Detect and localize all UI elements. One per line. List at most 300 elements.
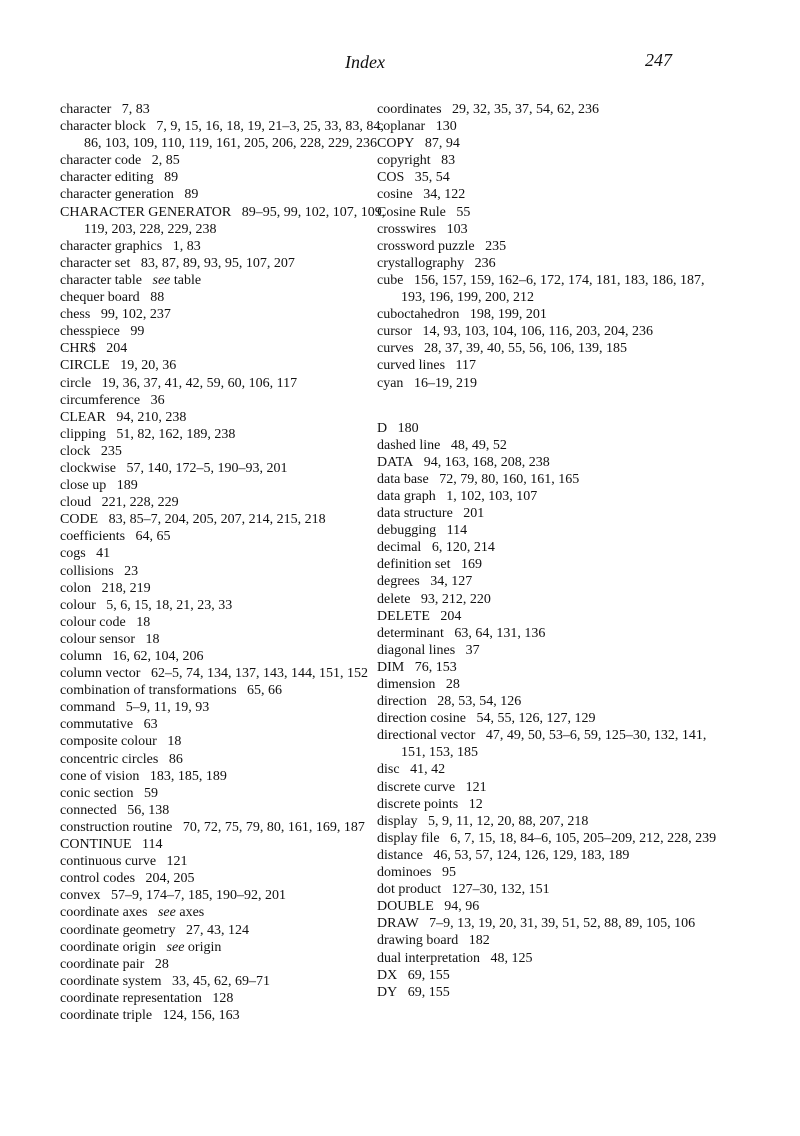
index-term: CIRCLE [60,358,110,374]
index-entry [60,169,400,186]
index-term: delete [377,591,411,607]
page-references: origin [187,939,222,955]
index-group-c [377,101,717,392]
page-references: 221, 228, 229 [101,495,179,511]
index-entry [60,426,400,443]
page-references: 189 [116,478,138,494]
index-entry [377,539,717,556]
page-references: 57, 140, 172–5, 190–93, 201 [126,460,288,476]
index-entry [377,881,717,898]
page-references: 7–9, 13, 19, 20, 31, 39, 51, 52, 88, 89, 105, 106 [429,916,696,932]
index-entry [377,357,717,374]
index-term: chess [60,307,91,323]
index-term: determinant [377,625,444,641]
index-term: character graphics [60,238,163,254]
index-entry [60,357,400,374]
page-references: 46, 53, 57, 124, 126, 129, 183, 189 [433,847,630,863]
page-references: 64, 65 [135,529,171,545]
index-entry [60,939,400,956]
page-references: 35, 54 [414,170,450,186]
index-term: cogs [60,546,86,562]
index-entry [60,699,400,716]
index-entry [60,580,400,597]
index-term: colour sensor [60,631,136,647]
page-references: 89–95, 99, 102, 107, 109, 119, 203, 228, 229, 238 [84,204,386,237]
page-references: 6, 120, 214 [431,540,495,556]
page-references: 41, 42 [410,762,446,778]
see-reference: see [166,939,185,955]
index-entry [60,494,400,511]
index-entry [377,830,717,847]
page-references: 47, 49, 50, 53–6, 59, 125–30, 132, 141, 151, 153, 185 [401,728,707,761]
page-references: 57–9, 174–7, 185, 190–92, 201 [110,888,286,904]
page-references: 28, 53, 54, 126 [437,694,522,710]
index-entry [377,659,717,676]
page-references: 62–5, 74, 134, 137, 143, 144, 151, 152 [150,666,368,682]
index-term: colon [60,580,92,596]
page-references: 5, 9, 11, 12, 20, 88, 207, 218 [427,813,589,829]
page-references: 117 [455,358,477,374]
page-references: 103 [446,221,468,237]
page-references: 114 [142,837,163,853]
page-references: 1, 83 [172,238,201,254]
page-references: 69, 155 [407,967,450,983]
index-term: dot product [377,882,442,898]
page-references: 93, 212, 220 [420,591,491,607]
index-term: direction [377,694,427,710]
index-entry [377,710,717,727]
page-references: 37 [465,642,480,658]
index-term: coefficients [60,529,126,545]
page-references: 114 [446,523,468,539]
page-references: 34, 127 [430,574,473,590]
index-term: CONTINUE [60,837,132,853]
index-entry [377,420,717,437]
page-references: 121 [166,854,188,870]
page-references: 183, 185, 189 [149,768,227,784]
index-term: clock [60,443,91,459]
index-entry [377,779,717,796]
index-entry [60,956,400,973]
left-index-column [60,101,400,1024]
index-entry [377,152,717,169]
page-references: 33, 45, 62, 69–71 [171,973,270,989]
index-entry [60,887,400,904]
index-entry [377,272,717,306]
letter-group-gap [377,392,717,420]
index-term: cosine [377,187,413,203]
page-references: 55 [456,204,471,220]
index-term: dashed line [377,437,441,453]
index-entry [377,323,717,340]
index-entry [60,460,400,477]
index-term: Cosine Rule [377,204,446,220]
index-term: cube [377,272,404,288]
page-references: 36 [150,392,165,408]
index-term: character [60,102,112,117]
index-term: DELETE [377,608,430,624]
index-term: circumference [60,392,141,408]
page-references: 124, 156, 163 [162,1007,240,1023]
page-references: 198, 199, 201 [469,307,547,323]
index-term: chequer board [60,290,140,306]
index-entry [60,1007,400,1024]
index-entry [60,853,400,870]
index-term: collisions [60,563,114,579]
index-term: colour code [60,614,126,630]
index-term: display [377,813,418,829]
page-references: 16–19, 219 [413,375,477,391]
index-entry [60,665,400,682]
index-entry [60,836,400,853]
index-term: commutative [60,717,134,733]
index-entry [377,135,717,152]
index-term: DOUBLE [377,899,434,915]
page-references: 5, 6, 15, 18, 21, 23, 33 [106,597,233,613]
index-term: character block [60,119,146,135]
index-term: chesspiece [60,324,120,340]
index-group-d [377,420,717,1001]
index-entry [377,591,717,608]
page-references: 121 [465,779,487,795]
index-term: colour [60,597,96,613]
index-entry [377,796,717,813]
index-entry [377,169,717,186]
index-term: column [60,649,102,664]
page-references: 204 [440,608,462,624]
page-references: 83, 85–7, 204, 205, 207, 214, 215, 218 [108,512,326,528]
page-references: 127–30, 132, 151 [451,882,550,898]
page-references: 5–9, 11, 19, 93 [125,700,210,716]
index-term: coordinate geometry [60,922,176,938]
index-term: composite colour [60,734,157,750]
page-references: 27, 43, 124 [185,922,249,938]
page-references: 48, 49, 52 [450,437,507,453]
index-term: construction routine [60,819,173,835]
index-entry [60,733,400,750]
index-entry [60,922,400,939]
index-entry [60,392,400,409]
index-entry [60,186,400,203]
index-entry [60,409,400,426]
index-term: DY [377,984,398,1000]
page-references: 19, 20, 36 [120,358,177,374]
index-term: degrees [377,574,420,590]
running-head-title: Index [345,52,385,72]
index-entry [60,511,400,528]
index-term: coordinate pair [60,956,145,972]
index-entry [377,556,717,573]
index-term: debugging [377,523,437,539]
index-entry [377,625,717,642]
index-term: dominoes [377,865,432,881]
index-term: coordinate representation [60,990,202,1006]
index-term: dual interpretation [377,950,481,966]
index-term: coplanar [377,119,426,135]
index-term: DX [377,967,398,983]
index-entry [377,676,717,693]
index-term: COPY [377,136,415,152]
index-entry [60,340,400,357]
index-entry [377,505,717,522]
page-references: 76, 153 [414,659,457,675]
index-entry [60,204,400,238]
page-references: 95 [441,865,456,881]
index-term: cuboctahedron [377,307,460,323]
index-entry [377,471,717,488]
index-entry [377,375,717,392]
index-entry [377,847,717,864]
index-term: DATA [377,454,414,470]
index-entry [60,545,400,562]
page-references: 51, 82, 162, 189, 238 [116,426,236,442]
page-references: table [173,272,202,288]
index-entry [60,904,400,921]
index-term: drawing board [377,933,459,949]
index-term: CHR$ [60,341,96,357]
index-term: data structure [377,506,453,522]
index-term: direction cosine [377,711,467,727]
page-references: 83 [441,153,456,169]
index-term: CODE [60,512,99,528]
page-references: 16, 62, 104, 206 [112,649,204,664]
page-references: 18 [167,734,182,750]
index-entry [60,152,400,169]
see-reference: see [157,905,176,921]
index-term: crystallography [377,255,465,271]
index-entry [377,693,717,710]
page-references: 180 [397,420,419,436]
page-references: 204 [106,341,128,357]
index-term: control codes [60,871,136,887]
index-term: clipping [60,426,106,442]
index-term: data graph [377,488,436,504]
page-references: 99 [130,324,145,340]
index-entry [60,870,400,887]
index-entry [60,716,400,733]
index-entry [60,306,400,323]
page-references: 70, 72, 75, 79, 80, 161, 169, 187 [182,819,365,835]
page-references: 41 [96,546,111,562]
index-term: conic section [60,785,134,801]
page-references: 23 [124,563,139,579]
index-entry [377,454,717,471]
index-term: cloud [60,495,92,511]
page-references: 236 [474,255,496,271]
index-entry [60,563,400,580]
page-references: 28 [445,677,460,692]
page-references: 87, 94 [424,136,460,152]
index-entry [377,967,717,984]
index-entry [60,614,400,631]
page-references: 204, 205 [145,871,195,887]
index-term: coordinate axes [60,905,148,921]
index-entry [377,204,717,221]
index-term: coordinate triple [60,1007,153,1023]
page-references: 235 [100,443,122,459]
index-term: coordinate origin [60,939,157,955]
index-entry [60,323,400,340]
index-term: cyan [377,375,404,391]
index-entry [60,631,400,648]
page-references: 86 [168,751,183,767]
index-entry [377,221,717,238]
page-references: 63 [143,717,158,733]
index-entry [377,340,717,357]
page-references: 19, 36, 37, 41, 42, 59, 60, 106, 117 [101,375,298,391]
page-references: 169 [461,557,482,573]
index-term: discrete curve [377,779,456,795]
index-term: display file [377,830,440,846]
index-entry [60,751,400,768]
index-entry [60,118,400,152]
index-entry [60,528,400,545]
index-term: disc [377,762,400,778]
index-entry [377,255,717,272]
index-term: curves [377,341,414,357]
index-entry [60,802,400,819]
index-term: definition set [377,557,451,573]
page-references: 28, 37, 39, 40, 55, 56, 106, 139, 185 [424,341,628,357]
page-references: 89 [184,187,199,203]
index-term: coordinates [377,102,442,117]
index-entry [377,437,717,454]
index-entry [60,682,400,699]
page-references: 94, 163, 168, 208, 238 [423,454,550,470]
index-entry [60,768,400,785]
index-entry [60,255,400,272]
index-term: directional vector [377,728,476,744]
index-entry [377,642,717,659]
index-entry [60,289,400,306]
page-references: 28 [154,956,169,972]
index-term: column vector [60,666,141,682]
page-references: 34, 122 [423,187,466,203]
index-term: D [377,420,388,436]
page-references: 7, 9, 15, 16, 18, 19, 21–3, 25, 33, 83, 84, 86, 103, 109, 110, 119, 161, 205, 206, 228, 229, 236 [84,119,384,152]
index-entry [377,488,717,505]
index-entry [60,785,400,802]
index-entry [60,375,400,392]
page-references: 65, 66 [247,683,283,699]
index-entry [377,950,717,967]
index-term: close up [60,478,107,494]
page-references: 12 [468,796,483,812]
page-references: 69, 155 [407,984,450,1000]
page-references: 7, 83 [121,102,150,117]
page-references: 2, 85 [151,153,180,169]
index-entry [377,813,717,830]
page-references: 94, 210, 238 [116,409,187,425]
index-term: DRAW [377,916,419,932]
index-term: distance [377,847,423,863]
page-references: 218, 219 [101,580,151,596]
index-entry [377,761,717,778]
index-term: concentric circles [60,751,159,767]
index-entry [60,477,400,494]
index-term: command [60,700,116,716]
right-index-column [377,101,717,1001]
page-references: 1, 102, 103, 107 [446,488,538,504]
page-references: 88 [150,290,165,306]
index-entry [60,238,400,255]
index-term: diagonal lines [377,642,456,658]
index-term: CHARACTER GENERATOR [60,204,232,220]
page-references: 128 [212,990,234,1006]
index-entry [377,864,717,881]
page-references: axes [179,905,205,921]
index-term: character table [60,272,142,288]
page-references: 63, 64, 131, 136 [454,625,546,641]
index-term: character code [60,153,142,169]
page-references: 54, 55, 126, 127, 129 [476,711,596,727]
index-entry [377,915,717,932]
index-entry [377,238,717,255]
index-entry [377,727,717,761]
page-references: 182 [468,933,490,949]
index-entry [60,272,400,289]
index-term: dimension [377,677,436,692]
index-term: DIM [377,659,405,675]
index-term: combination of transformations [60,683,237,699]
index-entry [377,932,717,949]
page-references: 59 [143,785,158,801]
index-entry [377,186,717,203]
index-term: CLEAR [60,409,106,425]
index-entry [377,101,717,118]
index-entry [60,648,400,665]
page-references: 156, 157, 159, 162–6, 172, 174, 181, 183, 186, 187, 193, 196, 199, 200, 212 [401,272,705,306]
index-term: discrete points [377,796,459,812]
index-entry [377,573,717,590]
index-term: curved lines [377,358,446,374]
page-references: 56, 138 [127,802,170,818]
page-references: 72, 79, 80, 160, 161, 165 [439,471,580,487]
index-entry [377,898,717,915]
page-references: 201 [463,506,485,522]
index-entry [60,443,400,460]
index-entry [60,597,400,614]
index-entry [377,608,717,625]
index-term: data base [377,471,429,487]
page-references: 235 [485,238,507,254]
index-term: crosswires [377,221,437,237]
page-references: 6, 7, 15, 18, 84–6, 105, 205–209, 212, 228, 239 [450,830,717,846]
index-term: continuous curve [60,854,157,870]
index-entry [60,973,400,990]
page-references: 94, 96 [444,899,480,915]
index-term: crossword puzzle [377,238,475,254]
see-reference: see [152,272,171,288]
index-entry [377,118,717,135]
index-term: cone of vision [60,768,140,784]
page-references: 18 [136,614,151,630]
page-references: 83, 87, 89, 93, 95, 107, 207 [140,255,295,271]
index-term: circle [60,375,92,391]
index-term: character generation [60,187,174,203]
page-references: 89 [164,170,179,186]
page-references: 130 [435,119,457,135]
index-term: character set [60,255,131,271]
index-entry [377,984,717,1001]
index-term: cursor [377,324,412,340]
page-references: 29, 32, 35, 37, 54, 62, 236 [452,102,600,117]
index-entry [60,101,400,118]
index-term: decimal [377,540,422,556]
page-number: 247 [645,50,672,70]
index-entry [377,306,717,323]
page-references: 18 [145,631,160,647]
